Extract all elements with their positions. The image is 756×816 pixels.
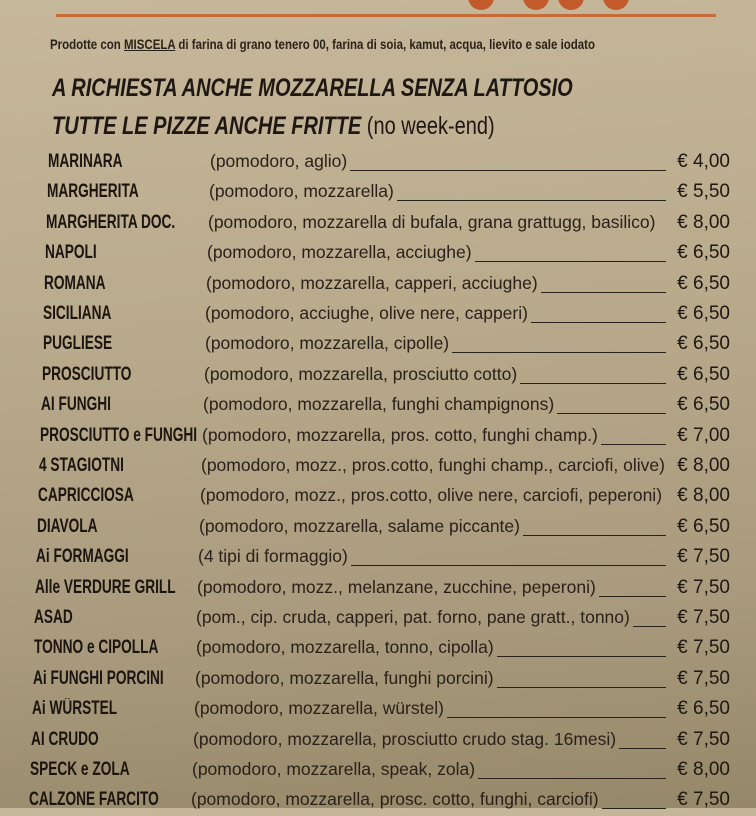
menu-item-name: Ai FUNGHI PORCINI — [33, 667, 164, 689]
menu-item-leader-line — [633, 625, 666, 627]
menu-item — [0, 756, 756, 786]
menu-item-leader-line — [447, 716, 666, 718]
menu-item — [0, 422, 756, 452]
menu-item-description: (pomodoro, mozz., melanzane, zucchine, peperoni) — [197, 576, 596, 597]
menu-item-name: Alle VERDURE GRILL — [35, 576, 176, 598]
menu-item-price: € 8,00 — [677, 485, 730, 507]
menu-item — [0, 452, 756, 482]
menu-item-price: € 8,00 — [677, 211, 730, 233]
menu-item-price: € 8,00 — [677, 455, 730, 476]
menu-item — [0, 239, 756, 269]
menu-item — [0, 209, 756, 239]
menu-item-description: (pomodoro, mozzarella, speak, zola) — [192, 759, 476, 779]
menu-item-leader-line — [452, 351, 666, 353]
menu-item-name: PROSCIUTTO e FUNGHI — [40, 424, 198, 446]
menu-item-name: Ai FORMAGGI — [36, 546, 129, 568]
menu-item-leader-line — [350, 169, 666, 171]
menu-item — [0, 726, 756, 756]
ingredients-keyword: MISCELA — [123, 36, 176, 52]
lactose-free-notice: A RICHIESTA ANCHE MOZZARELLA SENZA LATTOSIO — [52, 74, 573, 102]
menu-item-description: (pomodoro, mozzarella, tonno, cipolla) — [196, 637, 494, 658]
menu-item-leader-line — [475, 260, 666, 262]
menu-item-name: Ai WÜRSTEL — [32, 698, 118, 720]
menu-item-price: € 7,50 — [677, 637, 730, 659]
menu-item-name: CALZONE FARCITO — [29, 789, 159, 811]
menu-item-name: MARINARA — [48, 151, 123, 172]
menu-item-name: CAPRICCIOSA — [38, 485, 134, 507]
menu-item-leader-line — [520, 382, 666, 384]
menu-item — [0, 148, 756, 178]
menu-item-price: € 6,50 — [677, 698, 730, 720]
menu-item-price: € 6,50 — [677, 515, 730, 537]
menu-item — [0, 695, 756, 725]
menu-item — [0, 634, 756, 664]
menu-item-price: € 6,50 — [677, 333, 730, 355]
menu-item-description: (pomodoro, mozzarella, pros. cotto, funghi champ.) — [202, 424, 598, 445]
menu-item — [0, 665, 756, 695]
menu-item-description: (pomodoro, mozzarella di bufala, grana grattugg, basilico) — [208, 211, 656, 232]
menu-item-description: (pomodoro, mozzarella, funghi champignons) — [203, 394, 555, 415]
menu-item-leader-line — [541, 291, 666, 293]
menu-item-price: € 7,00 — [677, 424, 730, 446]
menu-item — [0, 361, 756, 391]
menu-item-description: (pomodoro, acciughe, olive nere, capperi) — [205, 303, 528, 323]
menu-item — [0, 482, 756, 512]
menu-item-description: (pomodoro, mozzarella, cipolle) — [205, 333, 450, 354]
menu-item-price: € 7,50 — [677, 789, 730, 811]
menu-item — [0, 330, 756, 360]
menu-item-price: € 5,50 — [677, 181, 730, 203]
menu-item — [0, 513, 756, 543]
ingredients-suffix: di farina di grano tenero 00, farina di soia, kamut, acqua, lievito e sale iodato — [175, 36, 596, 52]
menu-item-description: (pomodoro, mozzarella) — [209, 181, 394, 202]
menu-item-price: € 7,50 — [677, 546, 730, 568]
menu-item-leader-line — [478, 777, 666, 779]
menu-item-description: (pomodoro, mozzarella, würstel) — [194, 698, 444, 719]
menu-item-description: (pomodoro, mozzarella, prosciutto crudo stag. 16mesi) — [193, 728, 617, 749]
menu-item-name: AI FUNGHI — [41, 394, 111, 416]
menu-item-name: PROSCIUTTO — [42, 363, 132, 385]
menu-item-leader-line — [497, 655, 666, 657]
menu-item-description: (pomodoro, mozzarella, salame piccante) — [199, 515, 520, 536]
menu-item-name: AI CRUDO — [31, 728, 99, 750]
fried-pizza-notice-soft: (no week-end) — [361, 112, 495, 140]
menu-item — [0, 391, 756, 421]
menu-item-name: PUGLIESE — [43, 333, 113, 355]
menu-item-description: (pom., cip. cruda, capperi, pat. forno, pane gratt., tonno) — [196, 607, 630, 627]
menu-item-name: MARGHERITA DOC. — [46, 211, 176, 233]
menu-item — [0, 786, 756, 816]
menu-item-description: (pomodoro, mozzarella, funghi porcini) — [195, 667, 494, 688]
menu-item-price: € 6,50 — [677, 394, 730, 416]
menu-item-price: € 6,50 — [677, 242, 730, 264]
menu-item-name: NAPOLI — [45, 242, 97, 264]
menu-item-price: € 4,00 — [677, 151, 730, 172]
fried-pizza-notice-strong: TUTTE LE PIZZE ANCHE FRITTE — [52, 112, 362, 140]
menu-item-description: (pomodoro, mozz., pros.cotto, olive nere, carciofi, peperoni) — [200, 485, 663, 506]
menu-item-name: ROMANA — [44, 272, 106, 294]
menu-item-leader-line — [601, 443, 666, 445]
menu-item-description: (pomodoro, mozzarella, prosc. cotto, funghi, carciofi) — [191, 789, 599, 810]
menu-item — [0, 300, 756, 330]
menu-item-leader-line — [531, 321, 666, 323]
menu-item-name: SPECK e ZOLA — [30, 759, 130, 780]
menu-item-name: TONNO e CIPOLLA — [34, 637, 159, 659]
menu-item-price: € 7,50 — [677, 728, 730, 750]
menu-item-leader-line — [351, 564, 666, 566]
menu-item-name: MARGHERITA — [47, 181, 139, 203]
menu-item-description: (pomodoro, mozz., pros.cotto, funghi champ., carciofi, olive) — [201, 455, 665, 475]
ingredients-prefix: Prodotte con — [50, 36, 124, 52]
menu-item-price: € 6,50 — [677, 272, 730, 294]
menu-item-price: € 8,00 — [677, 759, 730, 780]
menu-item-leader-line — [619, 747, 666, 749]
menu-item-name: 4 STAGIOTNI — [39, 455, 124, 476]
menu-item — [0, 574, 756, 604]
menu-item-name: ASAD — [34, 607, 73, 628]
menu-item-description: (pomodoro, aglio) — [210, 151, 348, 171]
menu-item — [0, 178, 756, 208]
menu-item-name: SICILIANA — [43, 303, 112, 324]
menu-item-leader-line — [397, 199, 666, 201]
menu-item-price: € 7,50 — [677, 607, 730, 628]
menu-item-name: DIAVOLA — [37, 515, 98, 537]
menu-item-leader-line — [523, 534, 666, 536]
menu-item — [0, 543, 756, 573]
menu-item-price: € 6,50 — [677, 303, 730, 324]
menu-item — [0, 604, 756, 634]
menu-item-price: € 6,50 — [677, 363, 730, 385]
menu-item-leader-line — [497, 686, 666, 688]
top-rule — [56, 14, 716, 17]
menu-item-leader-line — [557, 412, 666, 414]
menu-item-description: (4 tipi di formaggio) — [198, 546, 348, 567]
logo-fragment — [318, 0, 638, 10]
menu-item — [0, 270, 756, 300]
menu-item-price: € 7,50 — [677, 576, 730, 598]
menu-item-leader-line — [599, 595, 666, 597]
menu-item-price: € 7,50 — [677, 667, 730, 689]
menu-item-description: (pomodoro, mozzarella, acciughe) — [207, 242, 472, 263]
ingredients-line — [50, 36, 608, 52]
menu-item-description: (pomodoro, mozzarella, prosciutto cotto) — [204, 363, 518, 384]
menu-item-description: (pomodoro, mozzarella, capperi, acciughe) — [206, 272, 538, 293]
fried-pizza-notice — [52, 112, 495, 141]
